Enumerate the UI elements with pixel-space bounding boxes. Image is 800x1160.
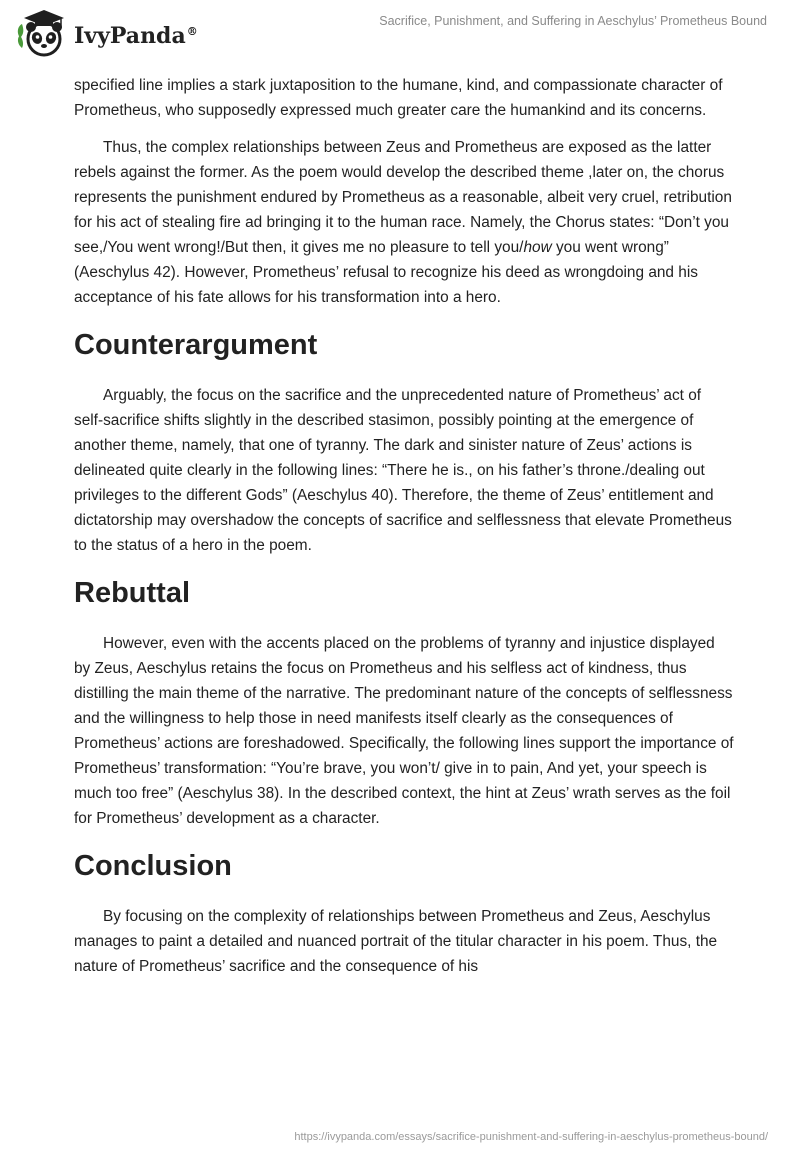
document-title: Sacrifice, Punishment, and Suffering in Aeschylus’ Prometheus Bound: [379, 14, 767, 28]
logo-wordmark: IvyPanda®: [74, 23, 198, 49]
paragraph-continued: specified line implies a stark juxtaposition to the humane, kind, and compassionate character of Prometheus, who supposedly expressed much greater care the humankind and its concerns.: [74, 77, 723, 119]
paragraph-zeus-prometheus: Thus, the complex relationships between Zeus and Prometheus are exposed as the latter rebels against the former. As the poem would develop the described theme ,later on, the chorus represents the punishment endured by Prometheus as a reasonable, albeit very cruel, retribution for his act of stealing fire ad bringing it to the human race. Namely, the Chorus states: “Don’t you see,/You went wrong!/But then, it gives me no pleasure to tell you/how you went wrong” (Aeschylus 42). However, Prometheus’ refusal to recognize his deed as wrongdoing and his acceptance of his fate allows for his transformation into a hero.: [74, 139, 732, 306]
paragraph-conclusion: By focusing on the complexity of relationships between Prometheus and Zeus, Aeschylus manages to paint a detailed and nuanced portrait of the titular character in his poem. Thus, the nature of Prometheus’ sacrifice and the consequence of his: [74, 908, 718, 975]
ivypanda-logo[interactable]: [16, 8, 198, 60]
heading-counterargument: Counterargument: [74, 329, 318, 361]
heading-conclusion: Conclusion: [74, 850, 232, 882]
source-url[interactable]: https://ivypanda.com/essays/sacrifice-punishment-and-suffering-in-aeschylus-prometheus-bound/: [294, 1131, 768, 1143]
panda-graduate-icon: [16, 8, 68, 60]
paragraph-rebuttal: However, even with the accents placed on the problems of tyranny and injustice displayed by Zeus, Aeschylus retains the focus on Prometheus and his selfless act of kindness, thus distilling the main theme of the narrative. The predominant nature of the concepts of selflessness and the willingness to help those in need manifests itself clearly as the consequences of Prometheus’ actions are foreshadowed. Specifically, the following lines support the importance of Prometheus’ transformation: “You’re brave, you won’t/ give in to pain, And yet, your speech is much too free” (Aeschylus 38). In the described context, the hint at Zeus’ wrath serves as the foil for Prometheus’ development as a character.: [74, 635, 734, 827]
emphasis-how: how: [523, 239, 552, 256]
page-header: [0, 0, 800, 70]
registered-mark: ®: [186, 24, 198, 38]
heading-rebuttal: Rebuttal: [74, 577, 190, 609]
essay-body: [74, 73, 734, 979]
paragraph-counterargument: Arguably, the focus on the sacrifice and the unprecedented nature of Prometheus’ act of self-sacrifice shifts slightly in the described stasimon, possibly pointing at the emergence of another theme, namely, that one of tyranny. The dark and sinister nature of Zeus’ actions is delineated quite clearly in the following lines: “There he is., on his father’s throne./dealing out privileges to the different Gods” (Aeschylus 40). Therefore, the theme of Zeus’ entitlement and dictatorship may overshadow the concepts of sacrifice and selflessness that elevate Prometheus to the status of a hero in the poem.: [74, 387, 732, 554]
